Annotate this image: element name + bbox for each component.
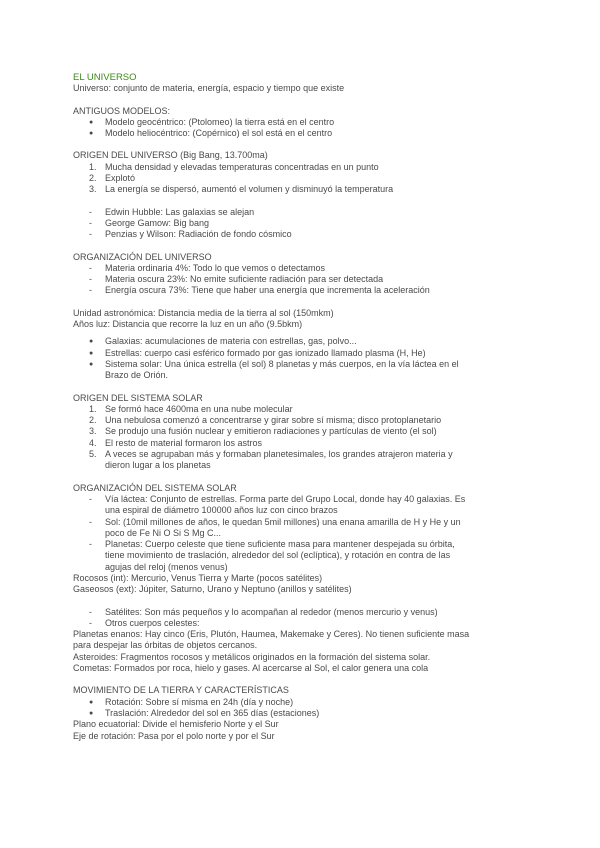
dash-icon: - xyxy=(89,229,92,240)
bullet-icon: ● xyxy=(89,709,94,717)
list-item: ● Traslación: Alrededor del sol en 365 días (estaciones) xyxy=(89,707,320,718)
paragraph-rocosos: Rocosos (int): Mercurio, Venus Tierra y Marte (pocos satélites) xyxy=(73,572,323,583)
list-item: ● Galaxias: acumulaciones de materia con estrellas, gas, polvo... xyxy=(89,336,357,347)
paragraph-al: Años luz: Distancia que recorre la luz en un año (9.5bkm) xyxy=(73,319,303,330)
list-item: - Planetas: Cuerpo celeste que tiene suficiente masa para mantener despejada su órbita, tiene movimiento de traslación, alrededor del sol (eclíptica), y rotación en contra de las agujas del reloj (menos venus) xyxy=(89,539,455,572)
bullet-icon: ● xyxy=(89,698,94,706)
document-title: EL UNIVERSO xyxy=(73,72,137,83)
list-item: 1. Mucha densidad y elevadas temperaturas concentradas en un punto xyxy=(89,161,379,172)
list-item: 2. Explotó xyxy=(89,173,136,184)
dash-icon: - xyxy=(89,217,92,228)
dash-icon: - xyxy=(89,539,92,550)
list-item: - Energía oscura 73%: Tiene que haber una energía que incrementa la aceleración xyxy=(89,285,430,296)
list-item: - Satélites: Son más pequeños y lo acompañan al rededor (menos mercurio y venus) xyxy=(89,606,438,617)
list-item: 1. Se formó hace 4600ma en una nube molecular xyxy=(89,403,293,414)
dash-icon: - xyxy=(89,617,92,628)
list-item: - Materia ordinaria 4%: Todo lo que vemos o detectamos xyxy=(89,262,325,273)
dash-icon: - xyxy=(89,285,92,296)
dash-icon: - xyxy=(89,516,92,527)
bullet-icon: ● xyxy=(89,360,94,368)
dash-icon: - xyxy=(89,606,92,617)
list-item: 4. El resto de material formaron los astros xyxy=(89,437,263,448)
dash-icon: - xyxy=(89,493,92,504)
section-heading-origen: ORIGEN DEL UNIVERSO (Big Bang, 13.700ma) xyxy=(73,150,268,161)
paragraph-plano: Plano ecuatorial: Divide el hemisferio Norte y el Sur xyxy=(73,719,279,730)
paragraph-eje: Eje de rotación: Pasa por el polo norte y por el Sur xyxy=(73,730,275,741)
list-item: - Edwin Hubble: Las galaxias se alejan xyxy=(89,206,255,217)
bullet-icon: ● xyxy=(89,118,94,126)
bullet-icon: ● xyxy=(89,130,94,138)
list-item: ● Rotación: Sobre sí misma en 24h (día y noche) xyxy=(89,696,294,707)
dash-icon: - xyxy=(89,274,92,285)
list-item: 5. A veces se agrupaban más y formaban planetesimales, los grandes atrajeron materia y dieron lugar a los planetas xyxy=(89,449,453,471)
dash-icon: - xyxy=(89,206,92,217)
list-item: - George Gamow: Big bang xyxy=(89,217,210,228)
list-item: - Materia oscura 23%: No emite suficiente radiación para ser detectada xyxy=(89,274,384,285)
section-heading-origen-solar: ORIGEN DEL SISTEMA SOLAR xyxy=(73,392,203,403)
paragraph-asteroides: Asteroides: Fragmentos rocosos y metálicos originados en la formación del sistema solar. xyxy=(73,651,431,662)
list-item: ● Modelo heliocéntrico: (Copérnico) el sol está en el centro xyxy=(89,128,333,139)
list-item: - Penzias y Wilson: Radiación de fondo cósmico xyxy=(89,229,292,240)
section-heading-org-solar: ORGANIZACIÓN DEL SISTEMA SOLAR xyxy=(73,482,237,493)
section-heading-antiguos: ANTIGUOS MODELOS: xyxy=(73,105,171,116)
list-item: 2. Una nebulosa comenzó a concentrarse y girar sobre sí misma; disco protoplanetario xyxy=(89,415,442,426)
list-item: ● Estrellas: cuerpo casi esférico formado por gas ionizado llamado plasma (H, He) xyxy=(89,347,426,358)
list-item: - Otros cuerpos celestes: xyxy=(89,617,200,628)
intro-text: Universo: conjunto de materia, energía, espacio y tiempo que existe xyxy=(73,83,345,94)
dash-icon: - xyxy=(89,262,92,273)
section-heading-organizacion: ORGANIZACIÓN DEL UNIVERSO xyxy=(73,251,212,262)
list-item: ● Sistema solar: Una única estrella (el sol) 8 planetas y más cuerpos, en la vía láctea en el Brazo de Orión. xyxy=(89,358,459,381)
paragraph-cometas: Cometas: Formados por roca, hielo y gases. Al acercarse al Sol, el calor genera una cola xyxy=(73,663,429,674)
list-item: - Vía láctea: Conjunto de estrellas. Forma parte del Grupo Local, donde hay 40 galaxias. Es una espiral de diámetro 100000 años luz con cinco brazos xyxy=(89,493,466,516)
paragraph-gaseosos: Gaseosos (ext): Júpiter, Saturno, Urano y Neptuno (anillos y satélites) xyxy=(73,584,352,595)
list-item: 3. La energía se dispersó, aumentó el volumen y disminuyó la temperatura xyxy=(89,184,394,195)
paragraph-enanos: Planetas enanos: Hay cinco (Eris, Plutón, Haumea, Makemake y Ceres). No tienen suficiente masa para despejar las órbitas de objetos cercanos. xyxy=(73,629,470,651)
list-item: ● Modelo geocéntrico: (Ptolomeo) la tierra está en el centro xyxy=(89,116,335,127)
list-item: 3. Se produjo una fusión nuclear y emitieron radiaciones y partículas de viento (el sol) xyxy=(89,426,437,437)
bullet-icon: ● xyxy=(89,349,94,357)
document-content xyxy=(73,72,533,742)
bullet-icon: ● xyxy=(89,338,94,346)
paragraph-ua: Unidad astronómica: Distancia media de la tierra al sol (150mkm) xyxy=(73,307,334,318)
section-heading-movimiento: MOVIMIENTO DE LA TIERRA Y CARACTERÍSTICAS xyxy=(73,685,289,696)
list-item: - Sol: (10mil millones de años, le quedan 5mil millones) una enana amarilla de H y He y un poco de Fe Ni O Si S Mg C... xyxy=(89,516,461,538)
